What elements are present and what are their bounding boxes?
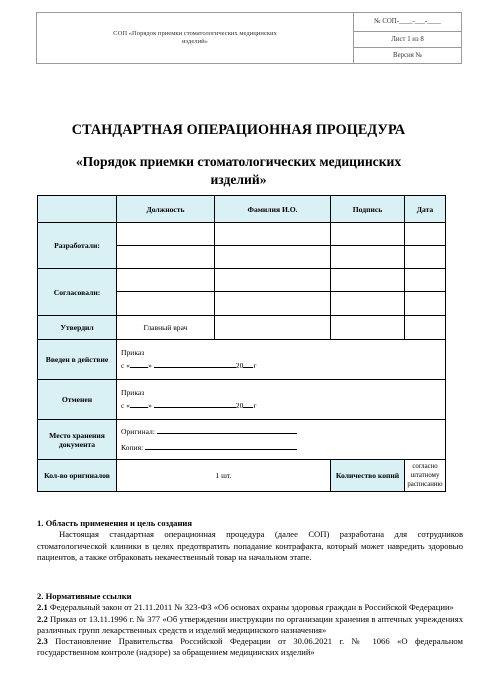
cancelled-order-date[interactable]: с « » 20 г [121,401,257,410]
agreed-name-2[interactable] [215,292,331,316]
header-version: Версия № [393,52,422,59]
row-label-cancelled: Отменен [38,380,117,420]
agreed-name-1[interactable] [215,269,331,292]
copies-count-label: Количество копий [331,460,405,492]
introduced-order-cell [117,340,446,380]
storage-original[interactable]: Оригинал: [121,425,445,438]
subtitle-line-2: изделий» [210,172,267,187]
row-label-introduced: Введен в действие [38,340,117,380]
storage-copy[interactable]: Копия: [121,441,445,454]
cancelled-month-blank[interactable] [154,399,236,408]
developed-position-1[interactable] [117,223,215,246]
column-header-date: Дата [405,196,446,223]
approved-name[interactable] [215,316,331,340]
reference-item: 2.3 Постановление Правительства Российской Федерации от 30.06.2021 г. № 1066 «О федеральном государственном контроле (надзоре) за обращением медицинских изделий» [37,636,463,658]
section-1-heading: 1. Область применения и цель создания [37,518,193,528]
developed-signature-1[interactable] [331,223,405,246]
approval-table [37,195,446,492]
developed-date-1[interactable] [405,223,446,246]
section-2 [37,591,463,659]
agreed-signature-2[interactable] [331,292,405,316]
table-row [38,420,446,460]
introduced-year-blank[interactable] [243,359,253,368]
cancelled-day-blank[interactable] [130,399,148,408]
originals-count-value: 1 шт. [117,460,331,492]
header-sop-number: № СОП-____-___-____ [354,13,461,32]
introduced-month-blank[interactable] [154,359,236,368]
agreed-signature-1[interactable] [331,269,405,292]
table-row [38,380,446,420]
approved-date[interactable] [405,316,446,340]
storage-cell [117,420,446,460]
developed-name-1[interactable] [215,223,331,246]
table-header-row [38,196,446,223]
introduced-order-date[interactable]: с « » 20 г [121,361,257,370]
subtitle-line-1: «Порядок приемки стоматологических медицинских [75,154,402,169]
table-row [38,460,446,492]
cancelled-order-cell [117,380,446,420]
table-row [38,269,446,292]
document-subtitle [0,153,477,189]
section-2-heading: 2. Нормативные ссылки [37,591,132,601]
approved-signature[interactable] [331,316,405,340]
developed-name-2[interactable] [215,246,331,269]
table-row [38,223,446,246]
reference-item: 2.1 Федеральный закон от 21.11.2011 № 323-ФЗ «Об основах охраны здоровья граждан в Российской Федерации» [37,602,454,613]
cancelled-year-blank[interactable] [243,399,253,408]
header-sop-name: СОП «Порядок приемки стоматологических медицинских изделий» [37,13,354,63]
table-row [38,316,446,340]
agreed-position-2[interactable] [117,292,215,316]
section-1-text: Настоящая стандартная операционная процедура (далее СОП) разработана для сотрудников стоматологической клиники в целях предотвратить попадание контрафакта, который может навредить здоровью пациентов, а также отбраковать некачественный товар на начальном этапе. [37,529,463,562]
introduced-day-blank[interactable] [130,359,148,368]
document-title: СТАНДАРТНАЯ ОПЕРАЦИОННАЯ ПРОЦЕДУРА [71,122,406,138]
row-label-approved: Утвердил [38,316,117,340]
developed-signature-2[interactable] [331,246,405,269]
reference-item: 2.2 Приказ от 13.11.1996 г. № 377 «Об утверждении инструкции по организации хранения в аптечных учреждениях различных групп лекарственных средств и изделий медицинского назначения» [37,613,463,635]
agreed-date-2[interactable] [405,292,446,316]
agreed-date-1[interactable] [405,269,446,292]
document-header [36,12,462,64]
column-header-name: Фамилия И.О. [215,196,331,223]
storage-copy-blank[interactable] [145,441,297,450]
row-label-agreed: Согласовали: [38,269,117,316]
row-label-storage: Место хранения документа [38,420,117,460]
header-sheet: Лист 1 из 8 [354,32,461,48]
row-label-developed: Разработали: [38,223,117,269]
developed-position-2[interactable] [117,246,215,269]
agreed-position-1[interactable] [117,269,215,292]
column-header-signature: Подпись [331,196,405,223]
column-header-position: Должность [117,196,215,223]
cancelled-order-label: Приказ [121,388,145,397]
approved-position: Главный врач [117,316,215,340]
table-corner-cell [38,196,117,223]
row-label-originals-count: Кол-во оригиналов [38,460,117,492]
copies-count-value: согласно штатному расписанию [405,460,446,492]
table-row [38,340,446,380]
developed-date-2[interactable] [405,246,446,269]
introduced-order-label: Приказ [121,348,145,357]
storage-original-blank[interactable] [157,425,297,434]
section-1 [37,518,463,563]
